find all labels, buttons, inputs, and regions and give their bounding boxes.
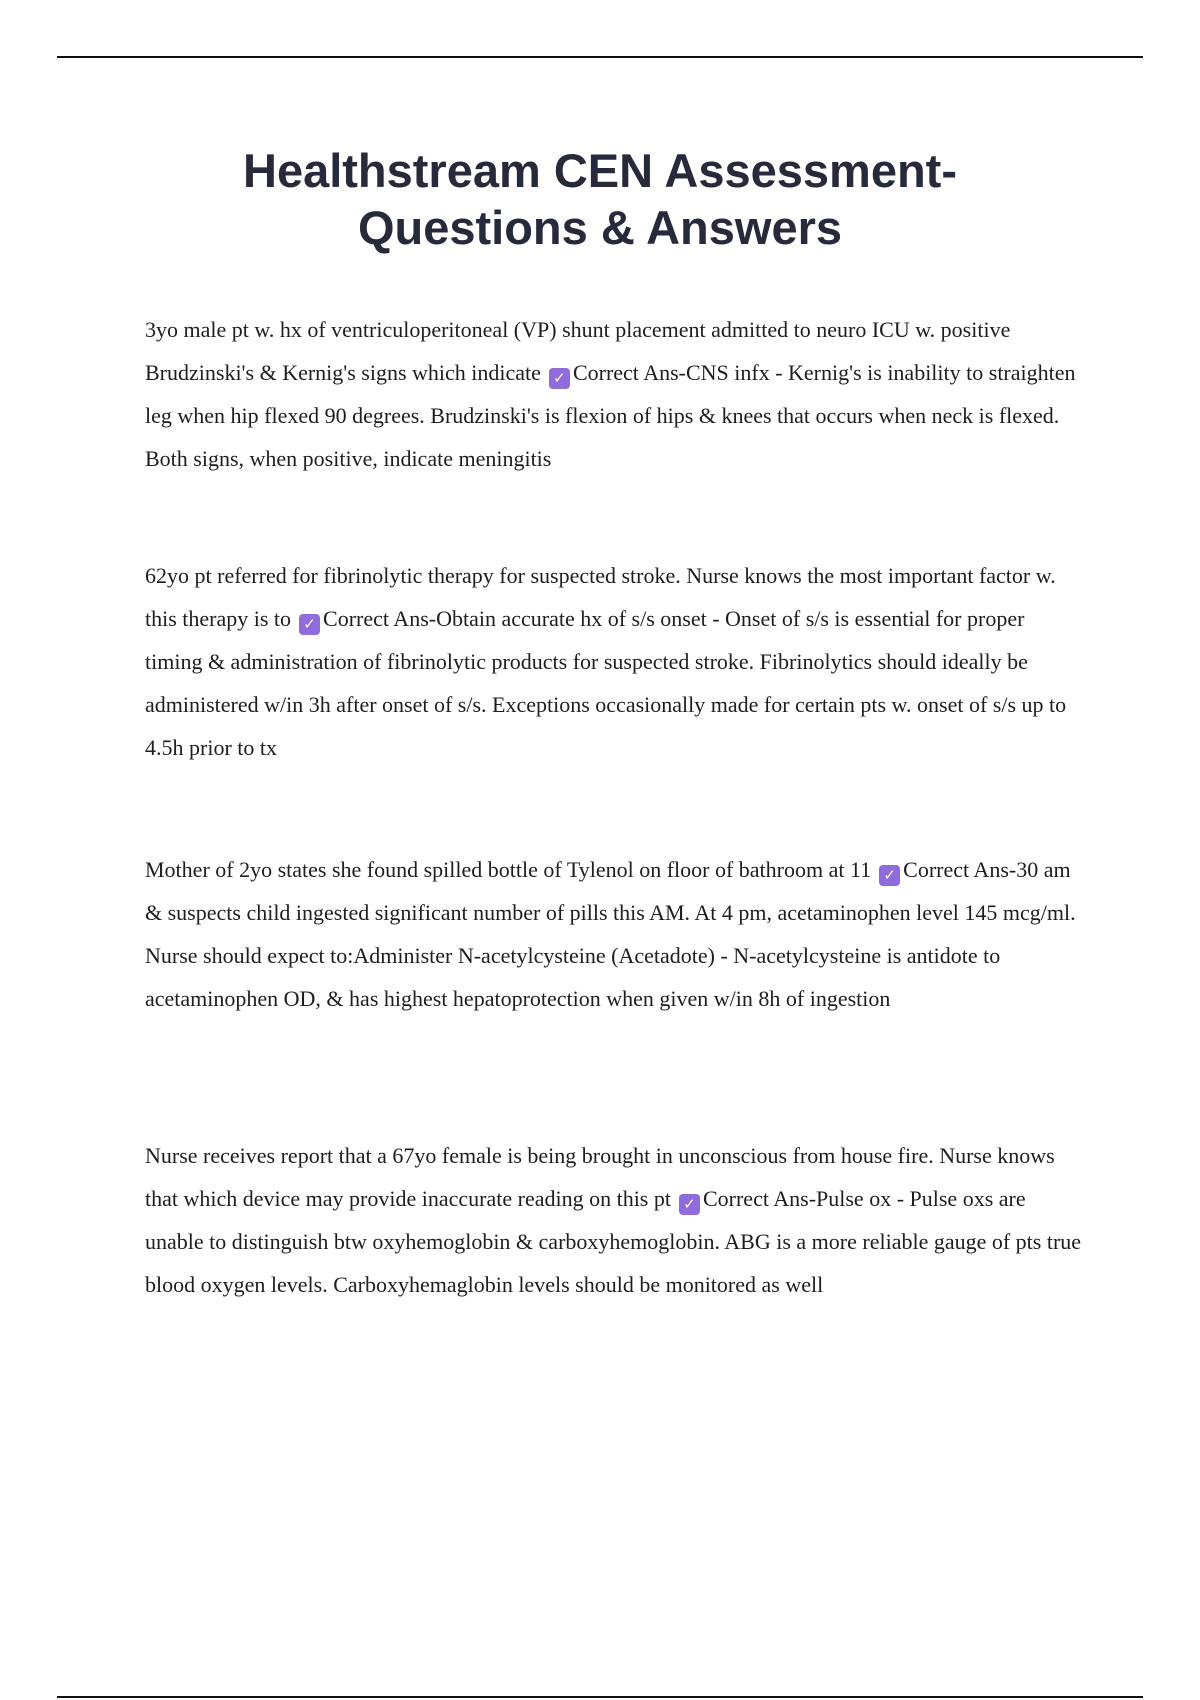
title-line-2: Questions & Answers — [357, 201, 843, 254]
question-text: Nurse receives report that a 67yo female is being brought in unconscious from house fire. Nurse knows that which device may provide inaccurate reading on this pt — [145, 1143, 1055, 1211]
qa-item — [145, 1134, 1085, 1306]
qa-item — [145, 848, 1085, 1020]
title-line-1: Healthstream CEN Assessment- — [243, 144, 957, 197]
checkmark-icon: ✓ — [549, 368, 570, 389]
answer-text: Correct Ans-Obtain accurate hx of s/s onset - Onset of s/s is essential for proper timing & administration of fibrinolytic products for suspected stroke. Fibrinolytics should ideally be administered w/in 3h after onset of s/s. Exceptions occasionally made for certain pts w. onset of s/s up to 4.5h prior to tx — [145, 606, 1067, 760]
qa-item — [145, 308, 1085, 480]
question-text: 3yo male pt w. hx of ventriculoperitoneal (VP) shunt placement admitted to neuro ICU w. positive Brudzinski's & Kernig's signs which indicate — [145, 317, 1011, 385]
checkmark-icon: ✓ — [679, 1194, 700, 1215]
answer-text: Correct Ans-30 am & suspects child ingested significant number of pills this AM. At 4 pm, acetaminophen level 145 mcg/ml. Nurse should expect to:Administer N-acetylcysteine (Acetadote) - N-acetylcysteine is antidote to acetaminophen OD, & has highest hepatoprotection when given w/in 8h of ingestion — [145, 857, 1076, 1011]
header-rule — [57, 56, 1143, 58]
qa-item — [145, 554, 1085, 769]
document-title — [150, 142, 1050, 256]
checkmark-icon: ✓ — [879, 865, 900, 886]
answer-text: Correct Ans-CNS infx - Kernig's is inability to straighten leg when hip flexed 90 degrees. Brudzinski's is flexion of hips & knees that occurs when neck is flexed. Both signs, when positive, indicate meningitis — [145, 360, 1076, 471]
checkmark-icon: ✓ — [299, 614, 320, 635]
answer-text: Correct Ans-Pulse ox - Pulse oxs are unable to distinguish btw oxyhemoglobin & carboxyhemoglobin. ABG is a more reliable gauge of pts true blood oxygen levels. Carboxyhemaglobin levels should be monitored as well — [145, 1186, 1082, 1297]
question-text: Mother of 2yo states she found spilled bottle of Tylenol on floor of bathroom at 11 — [145, 857, 872, 882]
footer-rule — [57, 1696, 1143, 1698]
question-text: 62yo pt referred for fibrinolytic therapy for suspected stroke. Nurse knows the most important factor w. this therapy is to — [145, 563, 1056, 631]
